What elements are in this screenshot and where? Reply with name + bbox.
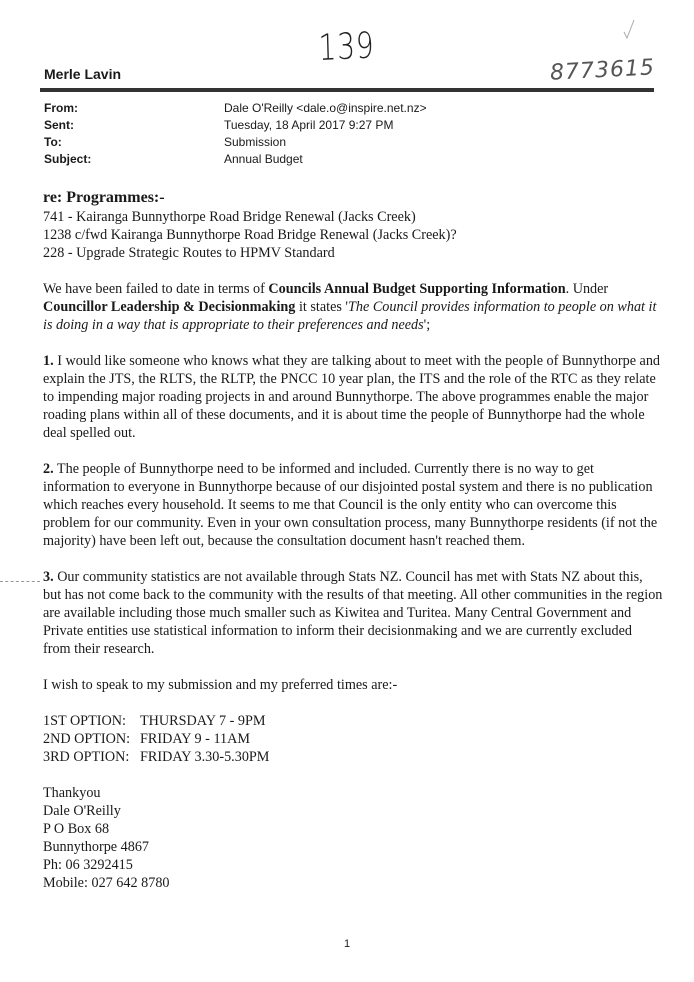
sender-name: Merle Lavin [44,66,122,82]
header-row-to [44,134,644,151]
header-value: Dale O'Reilly <dale.o@inspire.net.nz> [224,101,427,115]
intro-text: '; [423,317,431,333]
point-text: I would like someone who knows what they are talking about to meet with the people of Bunnythorpe and explain the JTS, the RLTS, the RLTP, the PNCC 10 year plan, the ITS and the role of the RTC as they relate to impending major roading projects in and around Bunnythorpe. The above programmes enable the major roading plans within all of these documents, and it is about time the people of Bunnythorpe had the whole deal spelled out. [43,353,661,441]
option-row [43,712,663,730]
header-row-from [44,100,644,117]
header-value: Annual Budget [224,152,303,166]
header-row-sent [44,117,644,134]
header-label: To: [44,135,62,149]
letter-body [43,188,663,892]
page-number: 1 [343,938,351,950]
point-number: 1. [43,353,54,369]
option-label: 2ND OPTION: [43,731,131,747]
point-number: 2. [43,461,54,477]
programme-item: 228 - Upgrade Strategic Routes to HPMV Standard [43,245,335,261]
header-value: Tuesday, 18 April 2017 9:27 PM [224,118,394,132]
re-heading: re: Programmes:- [43,189,165,206]
header-value: Submission [224,135,287,149]
intro-text: it states ' [295,299,348,315]
point-paragraph [43,568,663,658]
signoff-line: Bunnythorpe 4867 [43,839,150,855]
header-divider [40,88,654,92]
option-value: FRIDAY 3.30-5.30PM [140,749,270,765]
intro-text: . Under [565,281,609,297]
option-value: FRIDAY 9 - 11AM [140,731,250,747]
intro-quote: The Council provides information to people on what it is doing in a way that is appropriate to their preferences and needs [43,299,657,333]
intro-bold-leadership: Councillor Leadership & Decisionmaking [43,299,296,315]
option-value: THURSDAY 7 - 9PM [140,713,266,729]
header-label: Subject: [44,152,92,166]
signoff-line: Ph: 06 3292415 [43,857,133,873]
option-row [43,730,663,748]
point-paragraph [43,460,663,550]
header-label: From: [44,101,78,115]
header-label: Sent: [44,118,74,132]
signoff-line: Dale O'Reilly [43,803,121,819]
signoff-line: Mobile: 027 642 8780 [43,875,170,891]
signature-block [43,784,663,892]
time-options [43,712,663,766]
speak-request: I wish to speak to my submission and my preferred times are:- [43,677,398,693]
programme-item: 1238 c/fwd Kairanga Bunnythorpe Road Bridge Renewal (Jacks Creek)? [43,227,457,243]
header-row-subject [44,151,644,168]
intro-bold-budget: Councils Annual Budget Supporting Information [268,281,566,297]
signoff-line: P O Box 68 [43,821,110,837]
scan-margin-artifact [0,581,40,582]
option-label: 3RD OPTION: [43,749,130,765]
handwritten-reference-number: 8773615 [549,55,656,86]
handwritten-tick-mark [622,18,636,40]
signoff-line: Thankyou [43,785,101,801]
intro-paragraph [43,280,663,334]
option-label: 1ST OPTION: [43,713,126,729]
option-row [43,748,663,766]
email-header [44,100,644,168]
handwritten-page-mark: 139 [318,25,376,69]
intro-text: We have been failed to date in terms of [43,281,269,297]
point-number: 3. [43,569,54,585]
programme-item: 741 - Kairanga Bunnythorpe Road Bridge Renewal (Jacks Creek) [43,209,416,225]
point-text: Our community statistics are not available through Stats NZ. Council has met with Stats NZ about this, but has not come back to the community with the results of that meeting. All other communities in the region are available including those much smaller such as Kiwitea and Turitea. Many Central Government and Private entities use statistical information to inform their decisionmaking and we are currently excluded from their research. [43,569,663,657]
point-paragraph [43,352,663,442]
point-text: The people of Bunnythorpe need to be informed and included. Currently there is no way to get information to everyone in Bunnythorpe because of our disjointed postal system and there is no publication which reaches every household. It seems to me that Council is the only entity who can overcome this problem for our community. Even in your own consultation process, many Bunnythorpe residents (if not the majority) have been left out, because the consultation document hasn't reached them. [43,461,658,549]
